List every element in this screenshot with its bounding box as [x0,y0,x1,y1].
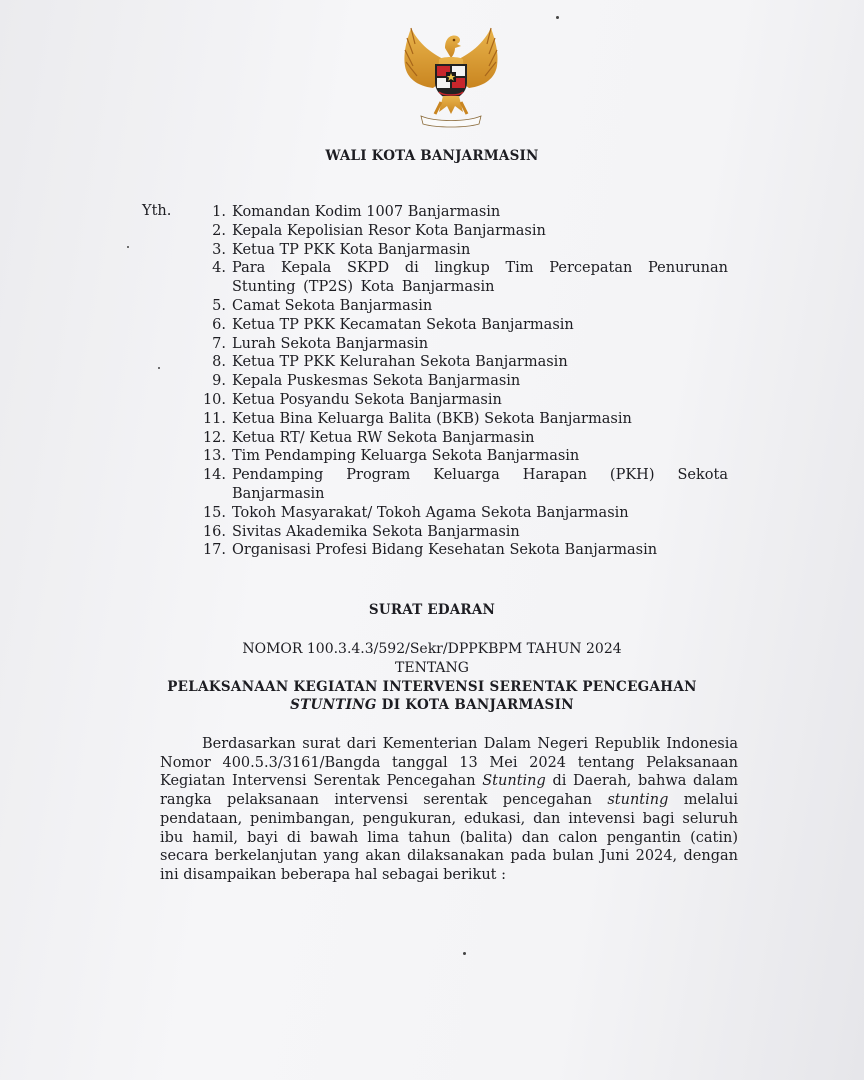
recipient-number: 16. [202,523,226,540]
recipient-item [188,429,728,448]
body-paragraph [160,735,738,885]
body-italic-1: Stunting [482,773,546,790]
recipient-text: Para Kepala SKPD di lingkup Tim Percepatan Penurunan Stunting (TP2S) Kota Banjarmasin [232,260,728,296]
garuda-emblem-icon [399,22,503,130]
recipient-item [188,316,728,335]
scan-speck [463,952,466,955]
recipient-label: Yth. [142,203,172,219]
recipient-number: 4. [212,260,226,277]
recipient-number: 13. [202,448,226,465]
recipient-number: 17. [202,542,226,559]
recipient-number: 2. [212,222,226,239]
recipient-text: Tokoh Masyarakat/ Tokoh Agama Sekota Banjarmasin [232,504,629,521]
scan-speck [158,367,160,369]
recipient-text: Ketua Posyandu Sekota Banjarmasin [232,391,502,408]
recipient-text: Camat Sekota Banjarmasin [232,297,433,314]
recipient-text: Ketua RT/ Ketua RW Sekota Banjarmasin [232,429,535,446]
recipient-number: 1. [212,204,226,220]
recipient-list [188,203,728,560]
recipient-number: 7. [212,335,226,352]
recipient-number: 3. [212,241,226,258]
recipient-number: 12. [202,429,226,446]
recipient-item [188,297,728,316]
recipient-item [188,353,728,372]
recipient-number: 5. [212,297,226,314]
recipient-item [188,410,728,429]
body-text-1: Berdasarkan surat dari Kementerian Dalam Negeri Republik Indonesia Nomor 400.5.3/3161/Bangda tanggal 13 Mei 2024 tentang Pelaksanaan Kegiatan Intervensi Serentak Pencegahan [160,736,738,790]
circular-about: TENTANG [395,660,469,676]
recipient-text: Organisasi Profesi Bidang Kesehatan Sekota Banjarmasin [232,542,658,559]
body-text-2: di Daerah, bahwa dalam rangka pelaksanaan intervensi serentak pencegahan [160,773,739,809]
recipient-text: Tim Pendamping Keluarga Sekota Banjarmasin [232,448,580,465]
recipient-item [188,541,728,560]
recipient-item [188,466,728,504]
circular-title: SURAT EDARAN [368,602,496,618]
circular-number: NOMOR 100.3.4.3/592/Sekr/DPPKBPM TAHUN 2024 [242,641,622,657]
recipient-number: 15. [202,504,226,521]
circular-subject-line-2 [0,697,864,713]
page-title: WALI KOTA BANJARMASIN [325,148,539,164]
recipient-number: 8. [212,354,226,371]
recipient-item [188,203,728,222]
recipient-text: Sivitas Akademika Sekota Banjarmasin [232,523,520,540]
recipient-text: Komandan Kodim 1007 Banjarmasin [232,204,501,220]
recipient-item [188,259,728,297]
recipient-number: 14. [202,467,226,484]
scan-speck [127,246,129,248]
recipient-number: 10. [202,391,226,408]
recipient-number: 6. [212,316,226,333]
recipient-item [188,335,728,354]
recipient-item [188,391,728,410]
body-italic-2: stunting [607,792,669,809]
recipient-number: 11. [202,410,226,427]
recipient-item [188,222,728,241]
recipient-item [188,447,728,466]
recipient-item [188,241,728,260]
recipient-number: 9. [212,373,226,390]
recipient-text: Ketua Bina Keluarga Balita (BKB) Sekota Banjarmasin [232,410,632,427]
recipient-text: Ketua TP PKK Kota Banjarmasin [232,241,471,258]
recipient-text: Kepala Kepolisian Resor Kota Banjarmasin [232,222,546,239]
recipient-text: Ketua TP PKK Kecamatan Sekota Banjarmasin [232,316,574,333]
recipient-text: Lurah Sekota Banjarmasin [232,335,429,352]
subject-italic-term: STUNTING [290,697,377,713]
recipient-item [188,523,728,542]
subject-rest: DI KOTA BANJARMASIN [376,697,574,713]
recipient-item [188,504,728,523]
recipient-text: Pendamping Program Keluarga Harapan (PKH) Sekota Banjarmasin [232,467,728,502]
recipient-item [188,372,728,391]
recipient-text: Kepala Puskesmas Sekota Banjarmasin [232,373,521,390]
scan-speck [556,16,559,19]
recipient-text: Ketua TP PKK Kelurahan Sekota Banjarmasin [232,354,568,371]
body-text-3: melalui pendataan, penimbangan, pengukuran, edukasi, dan intevensi bagi seluruh ibu hamil, bayi di bawah lima tahun (balita) dan calon pengantin (catin) secara berkelanjutan yang akan dilaksanakan pada bulan Juni 2024, dengan ini disampaikan beberapa hal sebagai berikut : [160,792,738,883]
circular-subject-line-1: PELAKSANAAN KEGIATAN INTERVENSI SERENTAK PENCEGAHAN [167,679,697,695]
